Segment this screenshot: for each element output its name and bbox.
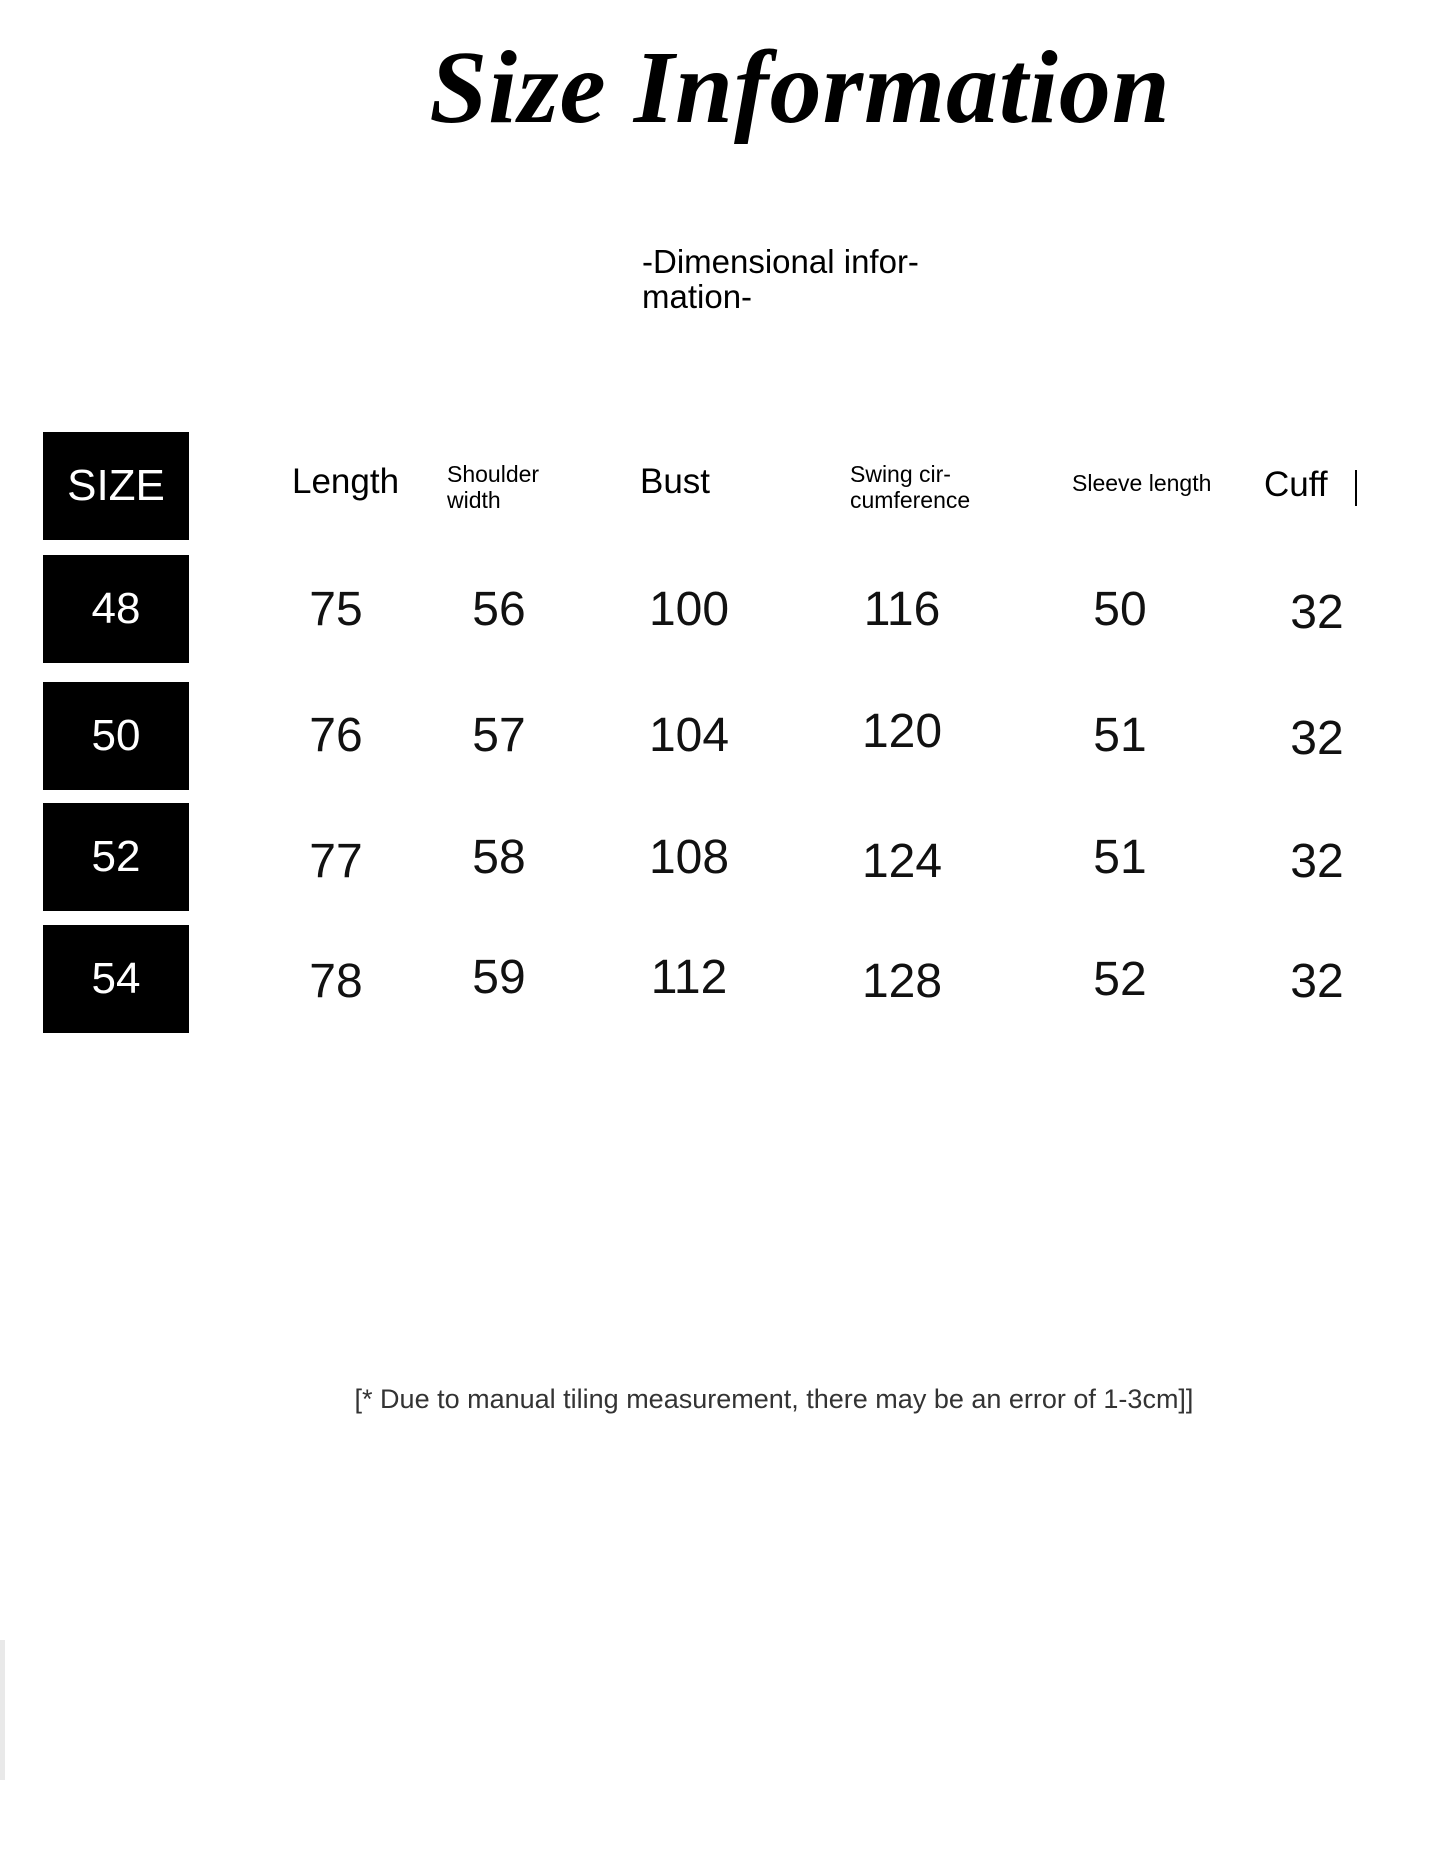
table-cell: 116 (863, 583, 941, 636)
table-cell: 32 (1290, 955, 1344, 1008)
table-cell: 112 (650, 951, 728, 1004)
table-cell: 32 (1290, 586, 1344, 639)
table-cell: 32 (1290, 712, 1344, 765)
subtitle-line-1: -Dimensional infor- (642, 243, 919, 280)
column-header-shoulder-line-1: Shoulder (447, 461, 540, 487)
table-cell: 124 (861, 835, 943, 888)
table-cell: 128 (861, 955, 943, 1008)
table-cell: 59 (472, 951, 526, 1004)
table-cell: 50 (1093, 583, 1147, 636)
table-cell: 75 (309, 583, 363, 636)
table-cell: 51 (1093, 831, 1147, 884)
column-header-length: Length (292, 462, 400, 501)
table-cell: 108 (648, 831, 730, 884)
table-cell: 56 (472, 583, 526, 636)
column-header-bust: Bust (640, 462, 711, 501)
size-cell-48: 48 (43, 555, 189, 663)
measurement-note: [* Due to manual tiling measurement, there may be an error of 1-3cm]] (354, 1384, 1194, 1414)
subtitle (642, 244, 942, 314)
text-cursor-mark (1355, 470, 1357, 506)
size-header-box: SIZE (43, 432, 189, 540)
table-cell: 100 (648, 583, 730, 636)
table-cell: 32 (1290, 835, 1344, 888)
table-cell: 51 (1093, 709, 1147, 762)
column-header-sleeve-length: Sleeve length (1072, 470, 1212, 496)
size-cell-52: 52 (43, 803, 189, 911)
table-cell: 77 (309, 835, 363, 888)
size-cell-50: 50 (43, 682, 189, 790)
table-cell: 57 (472, 709, 526, 762)
column-header-shoulder-line-2: width (447, 487, 501, 513)
column-header-cuff: Cuff (1264, 465, 1328, 504)
table-cell: 58 (472, 831, 526, 884)
table-cell: 120 (861, 705, 943, 758)
table-cell: 52 (1093, 953, 1147, 1006)
column-header-swing-line-1: Swing cir- (850, 461, 951, 487)
column-header-swing-line-2: cumference (850, 487, 971, 513)
subtitle-line-2: mation- (642, 278, 753, 315)
table-cell: 76 (309, 709, 363, 762)
page-title: Size Information (429, 30, 1171, 145)
table-cell: 104 (648, 709, 730, 762)
column-header-swing-circumference (850, 461, 970, 513)
size-cell-54: 54 (43, 925, 189, 1033)
left-edge-divider (0, 1640, 5, 1780)
table-cell: 78 (309, 955, 363, 1008)
column-header-shoulder-width (447, 461, 539, 513)
